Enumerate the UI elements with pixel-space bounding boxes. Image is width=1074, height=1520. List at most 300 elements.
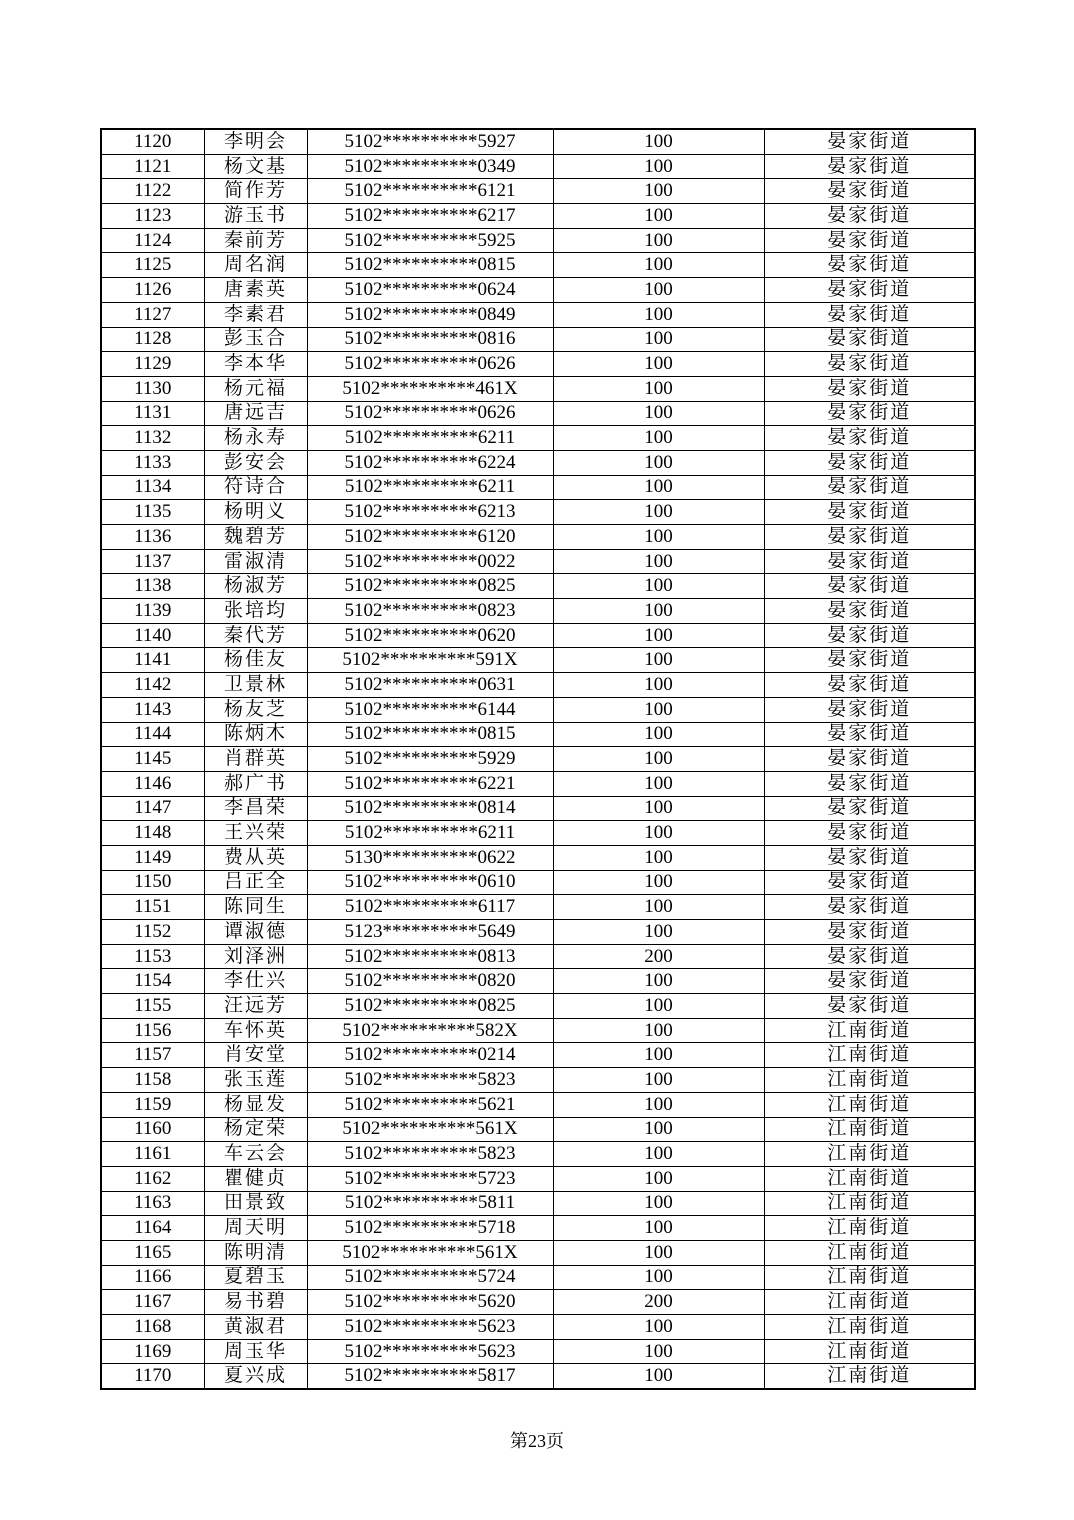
name-cell: 汪远芳: [204, 994, 307, 1019]
name-cell: 谭淑德: [204, 920, 307, 945]
street-cell: 晏家街道: [764, 722, 975, 747]
row-number-cell: 1127: [101, 302, 204, 327]
row-number-cell: 1143: [101, 697, 204, 722]
street-cell: 晏家街道: [764, 944, 975, 969]
table-row: [101, 475, 975, 500]
row-number-cell: 1159: [101, 1092, 204, 1117]
name-cell: 肖安堂: [204, 1043, 307, 1068]
amount-cell: 100: [553, 697, 764, 722]
id-number-cell: 5102**********6117: [307, 895, 553, 920]
id-number-cell: 5102**********0214: [307, 1043, 553, 1068]
table-row: [101, 1117, 975, 1142]
id-number-cell: 5102**********6211: [307, 475, 553, 500]
row-number-cell: 1138: [101, 574, 204, 599]
id-number-cell: 5102**********5823: [307, 1068, 553, 1093]
street-cell: 江南街道: [764, 1364, 975, 1389]
street-cell: 晏家街道: [764, 426, 975, 451]
table-row: [101, 574, 975, 599]
table-row: [101, 204, 975, 229]
amount-cell: 100: [553, 1339, 764, 1364]
row-number-cell: 1125: [101, 253, 204, 278]
row-number-cell: 1122: [101, 179, 204, 204]
table-row: [101, 327, 975, 352]
id-number-cell: 5102**********0624: [307, 278, 553, 303]
name-cell: 李仕兴: [204, 969, 307, 994]
row-number-cell: 1123: [101, 204, 204, 229]
name-cell: 杨定荣: [204, 1117, 307, 1142]
street-cell: 江南街道: [764, 1315, 975, 1340]
street-cell: 晏家街道: [764, 697, 975, 722]
amount-cell: 100: [553, 154, 764, 179]
amount-cell: 100: [553, 1240, 764, 1265]
id-number-cell: 5102**********5623: [307, 1339, 553, 1364]
row-number-cell: 1165: [101, 1240, 204, 1265]
name-cell: 唐素英: [204, 278, 307, 303]
name-cell: 车怀英: [204, 1018, 307, 1043]
street-cell: 晏家街道: [764, 648, 975, 673]
row-number-cell: 1142: [101, 673, 204, 698]
id-number-cell: 5102**********0022: [307, 549, 553, 574]
table-body: [101, 129, 975, 1389]
street-cell: 晏家街道: [764, 154, 975, 179]
row-number-cell: 1160: [101, 1117, 204, 1142]
row-number-cell: 1126: [101, 278, 204, 303]
street-cell: 江南街道: [764, 1092, 975, 1117]
id-number-cell: 5102**********6144: [307, 697, 553, 722]
table-row: [101, 549, 975, 574]
id-number-cell: 5123**********5649: [307, 920, 553, 945]
row-number-cell: 1155: [101, 994, 204, 1019]
amount-cell: 200: [553, 944, 764, 969]
amount-cell: 100: [553, 475, 764, 500]
table-row: [101, 920, 975, 945]
amount-cell: 100: [553, 549, 764, 574]
id-number-cell: 5102**********0815: [307, 253, 553, 278]
name-cell: 夏兴成: [204, 1364, 307, 1389]
row-number-cell: 1146: [101, 771, 204, 796]
row-number-cell: 1161: [101, 1142, 204, 1167]
street-cell: 晏家街道: [764, 574, 975, 599]
amount-cell: 100: [553, 870, 764, 895]
row-number-cell: 1139: [101, 599, 204, 624]
table-row: [101, 302, 975, 327]
street-cell: 江南街道: [764, 1216, 975, 1241]
id-number-cell: 5102**********6121: [307, 179, 553, 204]
name-cell: 魏碧芳: [204, 525, 307, 550]
row-number-cell: 1132: [101, 426, 204, 451]
amount-cell: 100: [553, 1142, 764, 1167]
id-number-cell: 5102**********0813: [307, 944, 553, 969]
row-number-cell: 1168: [101, 1315, 204, 1340]
table-row: [101, 969, 975, 994]
table-row: [101, 895, 975, 920]
street-cell: 晏家街道: [764, 500, 975, 525]
name-cell: 吕正全: [204, 870, 307, 895]
table-row: [101, 599, 975, 624]
id-number-cell: 5102**********0815: [307, 722, 553, 747]
amount-cell: 200: [553, 1290, 764, 1315]
table-row: [101, 870, 975, 895]
name-cell: 简作芳: [204, 179, 307, 204]
name-cell: 游玉书: [204, 204, 307, 229]
id-number-cell: 5102**********0814: [307, 796, 553, 821]
id-number-cell: 5102**********0620: [307, 623, 553, 648]
amount-cell: 100: [553, 376, 764, 401]
row-number-cell: 1169: [101, 1339, 204, 1364]
row-number-cell: 1120: [101, 129, 204, 154]
name-cell: 杨文基: [204, 154, 307, 179]
street-cell: 晏家街道: [764, 771, 975, 796]
name-cell: 杨友芝: [204, 697, 307, 722]
table-row: [101, 796, 975, 821]
name-cell: 夏碧玉: [204, 1265, 307, 1290]
table-row: [101, 1265, 975, 1290]
street-cell: 晏家街道: [764, 179, 975, 204]
amount-cell: 100: [553, 747, 764, 772]
street-cell: 晏家街道: [764, 796, 975, 821]
name-cell: 瞿健贞: [204, 1166, 307, 1191]
table-row: [101, 228, 975, 253]
street-cell: 晏家街道: [764, 525, 975, 550]
table-row: [101, 1092, 975, 1117]
street-cell: 晏家街道: [764, 549, 975, 574]
name-cell: 黄淑君: [204, 1315, 307, 1340]
amount-cell: 100: [553, 204, 764, 229]
row-number-cell: 1134: [101, 475, 204, 500]
amount-cell: 100: [553, 450, 764, 475]
id-number-cell: 5130**********0622: [307, 845, 553, 870]
table-row: [101, 129, 975, 154]
row-number-cell: 1128: [101, 327, 204, 352]
amount-cell: 100: [553, 574, 764, 599]
row-number-cell: 1151: [101, 895, 204, 920]
table-row: [101, 1216, 975, 1241]
street-cell: 晏家街道: [764, 845, 975, 870]
street-cell: 江南街道: [764, 1265, 975, 1290]
table-row: [101, 697, 975, 722]
name-cell: 李素君: [204, 302, 307, 327]
row-number-cell: 1150: [101, 870, 204, 895]
id-number-cell: 5102**********6221: [307, 771, 553, 796]
amount-cell: 100: [553, 129, 764, 154]
table-row: [101, 1018, 975, 1043]
amount-cell: 100: [553, 1265, 764, 1290]
street-cell: 江南街道: [764, 1142, 975, 1167]
amount-cell: 100: [553, 1068, 764, 1093]
table-row: [101, 1191, 975, 1216]
row-number-cell: 1149: [101, 845, 204, 870]
amount-cell: 100: [553, 1315, 764, 1340]
table-row: [101, 1364, 975, 1389]
amount-cell: 100: [553, 1117, 764, 1142]
id-number-cell: 5102**********6213: [307, 500, 553, 525]
table-row: [101, 845, 975, 870]
name-cell: 张培均: [204, 599, 307, 624]
street-cell: 晏家街道: [764, 302, 975, 327]
id-number-cell: 5102**********6211: [307, 426, 553, 451]
row-number-cell: 1167: [101, 1290, 204, 1315]
row-number-cell: 1121: [101, 154, 204, 179]
id-number-cell: 5102**********0816: [307, 327, 553, 352]
name-cell: 张玉莲: [204, 1068, 307, 1093]
amount-cell: 100: [553, 994, 764, 1019]
street-cell: 晏家街道: [764, 376, 975, 401]
table-row: [101, 1068, 975, 1093]
name-cell: 周名润: [204, 253, 307, 278]
row-number-cell: 1145: [101, 747, 204, 772]
id-number-cell: 5102**********5623: [307, 1315, 553, 1340]
street-cell: 江南街道: [764, 1290, 975, 1315]
id-number-cell: 5102**********5723: [307, 1166, 553, 1191]
name-cell: 陈同生: [204, 895, 307, 920]
amount-cell: 100: [553, 648, 764, 673]
table-row: [101, 821, 975, 846]
amount-cell: 100: [553, 1092, 764, 1117]
row-number-cell: 1131: [101, 401, 204, 426]
table-row: [101, 1142, 975, 1167]
id-number-cell: 5102**********5927: [307, 129, 553, 154]
amount-cell: 100: [553, 525, 764, 550]
street-cell: 江南街道: [764, 1043, 975, 1068]
street-cell: 江南街道: [764, 1117, 975, 1142]
name-cell: 王兴荣: [204, 821, 307, 846]
table-row: [101, 994, 975, 1019]
id-number-cell: 5102**********0825: [307, 574, 553, 599]
row-number-cell: 1133: [101, 450, 204, 475]
amount-cell: 100: [553, 722, 764, 747]
amount-cell: 100: [553, 673, 764, 698]
id-number-cell: 5102**********5823: [307, 1142, 553, 1167]
amount-cell: 100: [553, 1018, 764, 1043]
name-cell: 李本华: [204, 352, 307, 377]
row-number-cell: 1166: [101, 1265, 204, 1290]
street-cell: 晏家街道: [764, 352, 975, 377]
table-row: [101, 944, 975, 969]
table-row: [101, 1339, 975, 1364]
id-number-cell: 5102**********0820: [307, 969, 553, 994]
id-number-cell: 5102**********0349: [307, 154, 553, 179]
row-number-cell: 1170: [101, 1364, 204, 1389]
id-number-cell: 5102**********6224: [307, 450, 553, 475]
table-row: [101, 154, 975, 179]
amount-cell: 100: [553, 1166, 764, 1191]
row-number-cell: 1141: [101, 648, 204, 673]
table-row: [101, 450, 975, 475]
row-number-cell: 1156: [101, 1018, 204, 1043]
name-cell: 车云会: [204, 1142, 307, 1167]
amount-cell: 100: [553, 845, 764, 870]
subsidy-list-table: [100, 128, 976, 1390]
name-cell: 郝广书: [204, 771, 307, 796]
id-number-cell: 5102**********5718: [307, 1216, 553, 1241]
row-number-cell: 1148: [101, 821, 204, 846]
name-cell: 卫景林: [204, 673, 307, 698]
amount-cell: 100: [553, 1216, 764, 1241]
table-row: [101, 1043, 975, 1068]
row-number-cell: 1130: [101, 376, 204, 401]
row-number-cell: 1135: [101, 500, 204, 525]
name-cell: 彭安会: [204, 450, 307, 475]
id-number-cell: 5102**********5724: [307, 1265, 553, 1290]
name-cell: 唐远吉: [204, 401, 307, 426]
name-cell: 易书碧: [204, 1290, 307, 1315]
amount-cell: 100: [553, 179, 764, 204]
name-cell: 刘泽洲: [204, 944, 307, 969]
row-number-cell: 1136: [101, 525, 204, 550]
name-cell: 杨显发: [204, 1092, 307, 1117]
street-cell: 晏家街道: [764, 475, 975, 500]
amount-cell: 100: [553, 895, 764, 920]
amount-cell: 100: [553, 426, 764, 451]
name-cell: 杨淑芳: [204, 574, 307, 599]
amount-cell: 100: [553, 796, 764, 821]
id-number-cell: 5102**********0631: [307, 673, 553, 698]
row-number-cell: 1147: [101, 796, 204, 821]
amount-cell: 100: [553, 920, 764, 945]
table-row: [101, 352, 975, 377]
name-cell: 陈炳木: [204, 722, 307, 747]
row-number-cell: 1162: [101, 1166, 204, 1191]
street-cell: 晏家街道: [764, 969, 975, 994]
street-cell: 江南街道: [764, 1068, 975, 1093]
street-cell: 晏家街道: [764, 870, 975, 895]
table-row: [101, 771, 975, 796]
id-number-cell: 5102**********0825: [307, 994, 553, 1019]
name-cell: 陈明清: [204, 1240, 307, 1265]
street-cell: 晏家街道: [764, 129, 975, 154]
name-cell: 杨佳友: [204, 648, 307, 673]
name-cell: 秦前芳: [204, 228, 307, 253]
id-number-cell: 5102**********5621: [307, 1092, 553, 1117]
street-cell: 晏家街道: [764, 599, 975, 624]
table-row: [101, 1290, 975, 1315]
street-cell: 晏家街道: [764, 327, 975, 352]
table-row: [101, 747, 975, 772]
name-cell: 李明会: [204, 129, 307, 154]
amount-cell: 100: [553, 821, 764, 846]
street-cell: 晏家街道: [764, 920, 975, 945]
street-cell: 晏家街道: [764, 278, 975, 303]
id-number-cell: 5102**********591X: [307, 648, 553, 673]
amount-cell: 100: [553, 1191, 764, 1216]
id-number-cell: 5102**********461X: [307, 376, 553, 401]
row-number-cell: 1124: [101, 228, 204, 253]
amount-cell: 100: [553, 352, 764, 377]
row-number-cell: 1140: [101, 623, 204, 648]
street-cell: 江南街道: [764, 1339, 975, 1364]
street-cell: 晏家街道: [764, 747, 975, 772]
id-number-cell: 5102**********0610: [307, 870, 553, 895]
table-row: [101, 525, 975, 550]
name-cell: 杨永寿: [204, 426, 307, 451]
row-number-cell: 1157: [101, 1043, 204, 1068]
amount-cell: 100: [553, 969, 764, 994]
amount-cell: 100: [553, 401, 764, 426]
street-cell: 晏家街道: [764, 821, 975, 846]
street-cell: 江南街道: [764, 1018, 975, 1043]
table-row: [101, 500, 975, 525]
amount-cell: 100: [553, 278, 764, 303]
amount-cell: 100: [553, 253, 764, 278]
street-cell: 晏家街道: [764, 228, 975, 253]
id-number-cell: 5102**********582X: [307, 1018, 553, 1043]
amount-cell: 100: [553, 500, 764, 525]
table-row: [101, 722, 975, 747]
id-number-cell: 5102**********5925: [307, 228, 553, 253]
row-number-cell: 1158: [101, 1068, 204, 1093]
amount-cell: 100: [553, 1043, 764, 1068]
id-number-cell: 5102**********5811: [307, 1191, 553, 1216]
id-number-cell: 5102**********5620: [307, 1290, 553, 1315]
amount-cell: 100: [553, 302, 764, 327]
id-number-cell: 5102**********6211: [307, 821, 553, 846]
page-number: 第23页: [510, 1431, 564, 1451]
table-row: [101, 401, 975, 426]
street-cell: 晏家街道: [764, 401, 975, 426]
table-row: [101, 376, 975, 401]
street-cell: 晏家街道: [764, 673, 975, 698]
name-cell: 周天明: [204, 1216, 307, 1241]
id-number-cell: 5102**********5817: [307, 1364, 553, 1389]
row-number-cell: 1144: [101, 722, 204, 747]
name-cell: 李昌荣: [204, 796, 307, 821]
street-cell: 晏家街道: [764, 895, 975, 920]
table-row: [101, 179, 975, 204]
row-number-cell: 1152: [101, 920, 204, 945]
name-cell: 雷淑清: [204, 549, 307, 574]
table-row: [101, 1315, 975, 1340]
name-cell: 肖群英: [204, 747, 307, 772]
name-cell: 田景致: [204, 1191, 307, 1216]
name-cell: 杨元福: [204, 376, 307, 401]
id-number-cell: 5102**********561X: [307, 1117, 553, 1142]
amount-cell: 100: [553, 228, 764, 253]
table-row: [101, 623, 975, 648]
name-cell: 彭玉合: [204, 327, 307, 352]
table-row: [101, 278, 975, 303]
id-number-cell: 5102**********6120: [307, 525, 553, 550]
name-cell: 符诗合: [204, 475, 307, 500]
amount-cell: 100: [553, 623, 764, 648]
amount-cell: 100: [553, 327, 764, 352]
row-number-cell: 1164: [101, 1216, 204, 1241]
id-number-cell: 5102**********561X: [307, 1240, 553, 1265]
street-cell: 晏家街道: [764, 450, 975, 475]
id-number-cell: 5102**********0626: [307, 401, 553, 426]
amount-cell: 100: [553, 771, 764, 796]
table-row: [101, 1240, 975, 1265]
street-cell: 江南街道: [764, 1166, 975, 1191]
row-number-cell: 1163: [101, 1191, 204, 1216]
table-row: [101, 673, 975, 698]
table-row: [101, 648, 975, 673]
row-number-cell: 1129: [101, 352, 204, 377]
table-row: [101, 253, 975, 278]
street-cell: 江南街道: [764, 1191, 975, 1216]
row-number-cell: 1153: [101, 944, 204, 969]
street-cell: 晏家街道: [764, 623, 975, 648]
id-number-cell: 5102**********0823: [307, 599, 553, 624]
street-cell: 晏家街道: [764, 994, 975, 1019]
id-number-cell: 5102**********0849: [307, 302, 553, 327]
name-cell: 杨明义: [204, 500, 307, 525]
id-number-cell: 5102**********0626: [307, 352, 553, 377]
id-number-cell: 5102**********5929: [307, 747, 553, 772]
row-number-cell: 1154: [101, 969, 204, 994]
amount-cell: 100: [553, 1364, 764, 1389]
name-cell: 秦代芳: [204, 623, 307, 648]
street-cell: 江南街道: [764, 1240, 975, 1265]
